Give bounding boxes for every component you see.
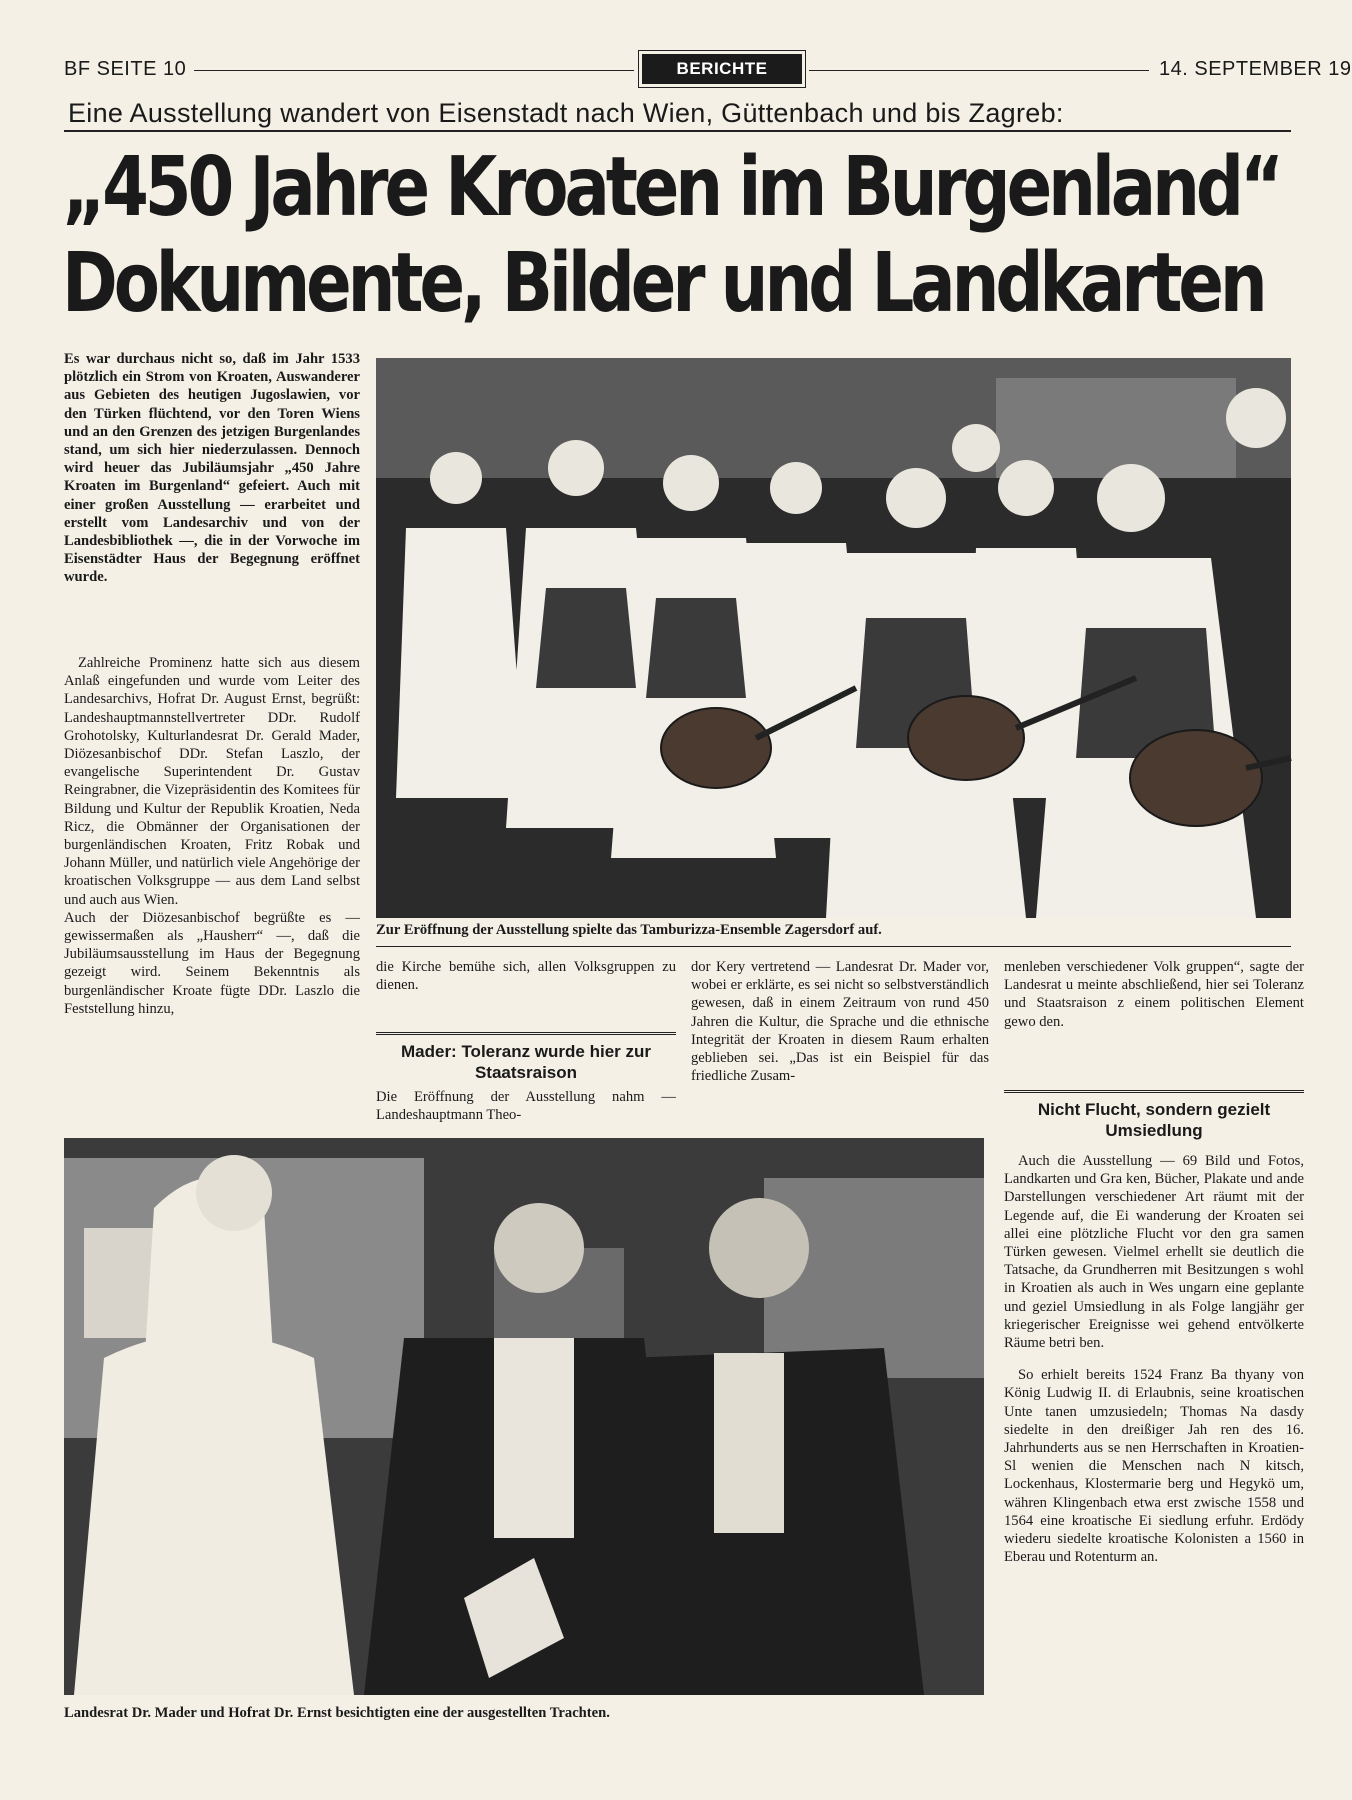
photo-officials-costume [64, 1138, 984, 1695]
photo-tamburizza-illustration [376, 358, 1291, 918]
column-1-paragraph-1: Zahlreiche Prominenz hatte sich aus diesem Anlaß eingefunden und wurde vom Leiter des Landesarchivs, Hofrat Dr. August Ernst, begrüßt: Landeshauptmannstellvertreter DDr. Rudolf Grohotolsky, Kulturlandesrat Dr. Gerald Mader, Diözesanbischof DDr. Stefan Laszlo, der evangelische Superintendent Dr. Gustav Reingrabner, die Vizepräsidentin des Komitees für Bildung und Kultur der Republik Kroatien, Neda Ricz, die Obmänner der Organisationen der burgenländischen Kroaten, Fritz Robak und Johann Müller, und natürlich viele Angehörige der kroatischen Volksgruppe — aus dem Land selbst und auch aus Wien. [64, 655, 360, 908]
lead-paragraph [64, 350, 360, 587]
page-number: BF SEITE 10 [64, 58, 187, 80]
column-4-paragraph-1: menleben verschiedener Volk gruppen“, sagte der Landesrat u meinte abschließend, hier sei Toleranz und Staatsraison z einem politischen Element gewo den. [1004, 959, 1304, 1030]
column-1-paragraph-2: Auch der Diözesanbischof begrüßte es — gewissermaßen als „Hausherr“ —, daß die Jubiläumsausstellung im Haus der Begegnung gezeigt wird. Seinem Bekenntnis als burgenländischer Kroate fügte DDr. Laszlo die Feststellung hinzu, [64, 909, 360, 1017]
photo-tamburizza-ensemble [376, 358, 1291, 918]
kicker-rule [64, 130, 1291, 132]
column-3-paragraph-1: dor Kery vertretend — Landesrat Dr. Mader vor, wobei er erklärte, es sei nicht so selbstverständlich gewesen, daß in einem Zeitraum von rund 450 Jahren die Kultur, die Sprache und die ethnische Integrität der Kroaten in diesem Raum erhalten geblieben sei. „Das ist ein Beispiel für das friedliche Zusam- [691, 959, 989, 1085]
column-1 [64, 654, 360, 1018]
column-2-paragraph-2: Die Eröffnung der Ausstellung nahm — Landeshauptmann Theo- [376, 1089, 676, 1124]
column-2-paragraph-1: die Kirche bemühe sich, allen Volksgruppen zu dienen. [376, 959, 676, 994]
headline-line-1: „450 Jahre Kroaten im Burgenland“ [62, 140, 1280, 235]
header-rule-left [194, 70, 634, 71]
headline [62, 140, 1280, 332]
column-5-paragraph-1: Auch die Ausstellung — 69 Bild und Fotos, Landkarten und Gra ken, Bücher, Plakate und ande Darstellungen verschiedener Art räumt mit der Legende auf, die Ei wanderung der Kroaten sei allei eine plötzliche Flucht vor den gra samen Türken gewesen. Vielmel erhellt sie deutlich die Tatsache, da Grundherren mit Besitzungen s wohl in Kroatien als auch in Wes ungarn eine geplante und geziel Umsiedlung in als Folge langjähr ger kriegerischer Ereignisse wei gehend entvölkerte Räume betri ben. [1004, 1153, 1304, 1352]
column-2 [376, 958, 676, 994]
column-4 [1004, 958, 1304, 1031]
subhead-umsiedlung: Nicht Flucht, sondern gezielt Umsiedlung [1004, 1090, 1304, 1141]
column-5 [1004, 1152, 1304, 1566]
caption-rule [376, 946, 1291, 947]
issue-date: 14. SEPTEMBER 19 [1159, 58, 1352, 80]
column-2-continued [376, 1088, 676, 1124]
section-label: BERICHTE [642, 54, 802, 84]
kicker-line: Eine Ausstellung wandert von Eisenstadt nach Wien, Güttenbach und bis Zagreb: [68, 98, 1064, 128]
column-5-paragraph-2: So erhielt bereits 1524 Franz Ba thyany von König Ludwig II. di Erlaubnis, seine kroatischen Unte tanen umzusiedeln; Thomas Na dasdy siedelte in den dreißiger Jah ren des 16. Jahrhunderts aus se nen Herrschaften in Kroatien-Sl wenien die Menschen nach N kitsch, Lockenhaus, Klostermarie berg und Hegykö um, währen Klingenbach etwa erst zwische 1558 und 1564 eine kroatische Ei siedlung erfuhr. Erdödy wiederu siedelte kroatische Kolonisten a 1560 in Eberau und Rotenturm an. [1004, 1367, 1304, 1566]
lead-text: Es war durchaus nicht so, daß im Jahr 1533 plötzlich ein Strom von Kroaten, Auswanderer aus Gebieten des heutigen Jugoslawien, vor den Türken flüchtend, vor den Toren Wiens und an den Grenzen des jetzigen Burgenlandes stand, um sich hier niederzulassen. Dennoch wird heuer das Jubiläumsjahr „450 Jahre Kroaten im Burgenland“ gefeiert. Auch mit einer großen Ausstellung — erarbeitet und erstellt vom Landesarchiv und von der Landesbibliothek —, die in der Vorwoche im Eisenstädter Haus der Begegnung eröffnet wurde. [64, 351, 360, 586]
page-header [64, 54, 1352, 88]
header-rule-right [809, 70, 1149, 71]
column-3 [691, 958, 989, 1085]
photo-officials-illustration [64, 1138, 984, 1695]
photo-1-caption: Zur Eröffnung der Ausstellung spielte das Tamburizza-Ensemble Zagersdorf auf. [376, 922, 882, 938]
subhead-toleranz: Mader: Toleranz wurde hier zur Staatsraison [376, 1032, 676, 1083]
photo-2-caption: Landesrat Dr. Mader und Hofrat Dr. Ernst besichtigten eine der ausgestellten Trachten. [64, 1705, 610, 1721]
headline-line-2: Dokumente, Bilder und Landkarten [62, 236, 1264, 331]
